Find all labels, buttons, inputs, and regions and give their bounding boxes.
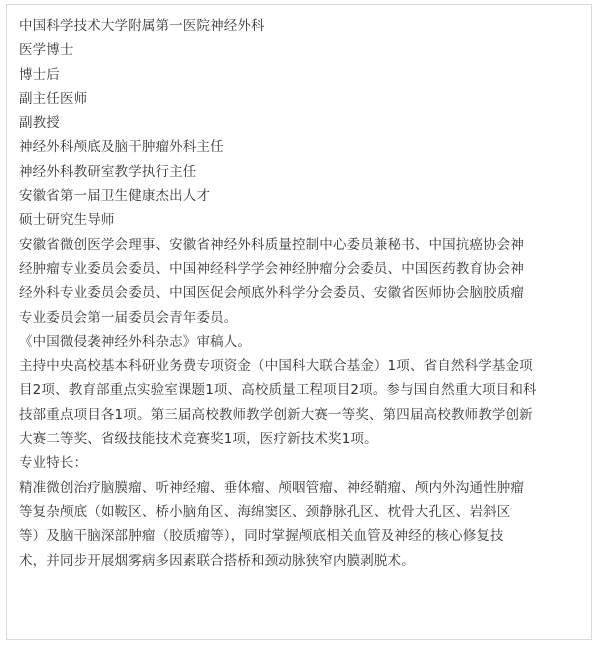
doctor-profile	[19, 14, 584, 573]
memberships-line: 安徽省微创医学会理事、安徽省神经外科质量控制中心委员兼秘书、中国抗癌协会神	[19, 236, 525, 253]
title-associate-professor: 副教授	[19, 115, 60, 132]
specialty-paragraph	[19, 476, 584, 573]
title-skull-base-director: 神经外科颅底及脑干肿瘤外科主任	[19, 139, 224, 156]
funding-paragraph	[19, 354, 584, 451]
funding-line: 目2项、教育部重点实验室课题1项、高校质量工程项目2项。参与国自然重大项目和科	[19, 382, 537, 399]
title-outstanding-talent: 安徽省第一届卫生健康杰出人才	[19, 188, 211, 205]
specialty-line: 等复杂颅底（如鞍区、桥小脑角区、海绵窦区、颈静脉孔区、枕骨大孔区、岩斜区	[19, 503, 511, 520]
title-postdoc: 博士后	[19, 66, 60, 83]
memberships-line: 专业委员会第一届委员会青年委员。	[19, 309, 238, 326]
article-frame	[6, 4, 592, 640]
memberships-paragraph	[19, 233, 584, 330]
journal-reviewer: 《中国微侵袭神经外科杂志》审稿人。	[19, 333, 252, 350]
title-teaching-director: 神经外科教研室教学执行主任	[19, 163, 197, 180]
hospital-department: 中国科学技术大学附属第一医院神经外科	[19, 18, 265, 34]
memberships-line: 经外科专业委员会委员、中国医促会颅底外科学分会委员、安徽省医师协会脑胶质瘤	[19, 285, 525, 302]
funding-line: 技部重点项目各1项。第三届高校教师教学创新大赛一等奖、第四届高校教师教学创新	[19, 406, 533, 423]
funding-line: 大赛二等奖、省级技能技术竞赛奖1项，医疗新技术奖1项。	[19, 431, 378, 448]
specialty-line: 等）及脑干脑深部肿瘤（胶质瘤等），同时掌握颅底相关血管及神经的核心修复技	[19, 528, 504, 545]
specialty-line: 精准微创治疗脑膜瘤、听神经瘤、垂体瘤、颅咽管瘤、神经鞘瘤、颅内外沟通性肿瘤	[19, 479, 525, 496]
memberships-line: 经肿瘤专业委员会委员、中国神经科学学会神经肿瘤分会委员、中国医药教育协会神	[19, 260, 525, 277]
specialty-heading: 专业特长：	[19, 455, 88, 472]
specialty-line: 术，并同步开展烟雾病多因素联合搭桥和颈动脉狭窄内膜剥脱术。	[19, 552, 415, 569]
title-medical-doctor: 医学博士	[19, 42, 74, 59]
title-associate-chief-physician: 副主任医师	[19, 90, 88, 107]
funding-line: 主持中央高校基本科研业务费专项资金（中国科大联合基金）1项、省自然科学基金项	[19, 358, 533, 375]
title-master-supervisor: 硕士研究生导师	[19, 212, 115, 229]
